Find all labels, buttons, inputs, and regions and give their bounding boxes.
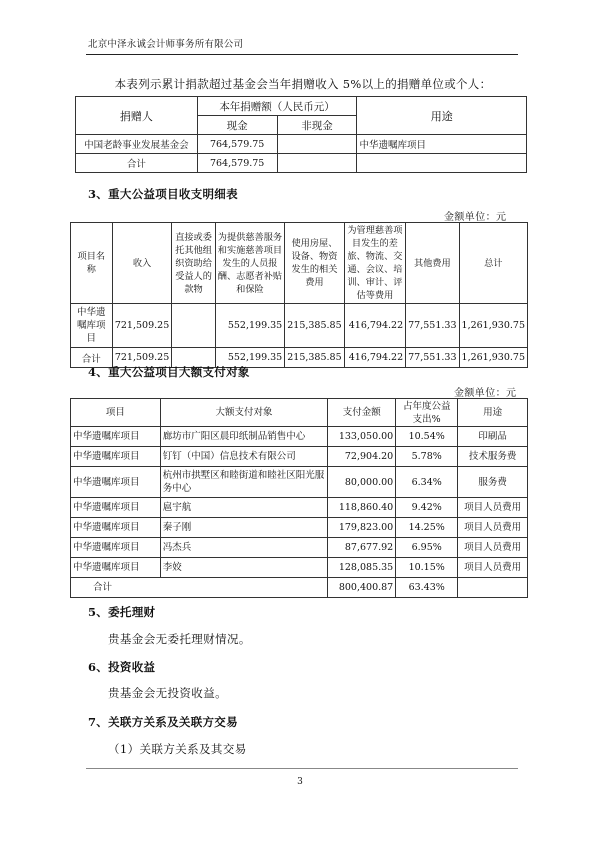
payee-percent: 6.34% <box>396 467 458 498</box>
project-income: 721,509.25 <box>112 348 172 368</box>
table-row <box>71 498 528 518</box>
project-name: 合计 <box>71 348 113 368</box>
payee-total-empty <box>458 578 528 598</box>
donor-name: 中国老龄事业发展基金会 <box>76 135 198 154</box>
project-other: 77,551.33 <box>406 348 459 368</box>
payee-total-amount: 800,400.87 <box>328 578 396 598</box>
project-name: 中华遗嘱库项目 <box>71 304 113 348</box>
header-noncash: 非现金 <box>277 116 357 135</box>
header-admin: 为管理慈善项目发生的差旅、物流、交通、会议、培训、审计、评估等费用 <box>344 223 406 304</box>
header-income: 收入 <box>112 223 172 304</box>
header-donor: 捐赠人 <box>76 97 198 135</box>
payee-purpose: 技术服务费 <box>458 447 528 467</box>
payee-percent: 14.25% <box>396 518 458 538</box>
payee-amount: 87,677.92 <box>328 538 396 558</box>
donor-cash: 764,579.75 <box>197 135 277 154</box>
payee-amount: 72,904.20 <box>328 447 396 467</box>
table-header-row <box>71 223 528 304</box>
table-row <box>71 518 528 538</box>
payee-name: 杭州市拱墅区和睦街道和睦社区阳光服务中心 <box>160 467 328 498</box>
payee-name: 李姣 <box>160 558 328 578</box>
donor-noncash <box>277 154 357 173</box>
project-total: 1,261,930.75 <box>459 304 528 348</box>
intro-text: 本表列示累计捐款超过基金会当年捐赠收入 5%以上的捐赠单位或个人： <box>114 77 492 91</box>
section-6-title: 6、投资收益 <box>88 660 156 674</box>
payee-amount: 133,050.00 <box>328 427 396 447</box>
donor-purpose: 中华遗嘱库项目 <box>357 135 527 154</box>
payee-project: 中华遗嘱库项目 <box>71 558 161 578</box>
header-percent: 占年度公益支出% <box>396 399 458 427</box>
payee-purpose: 项目人员费用 <box>458 558 528 578</box>
payee-purpose: 项目人员费用 <box>458 498 528 518</box>
section-5-title: 5、委托理财 <box>88 605 156 619</box>
project-income: 721,509.25 <box>112 304 172 348</box>
header-divider <box>86 54 518 55</box>
payee-percent: 10.54% <box>396 427 458 447</box>
header-project: 项目 <box>71 399 161 427</box>
project-total: 1,261,930.75 <box>459 348 528 368</box>
table-row <box>71 467 528 498</box>
project-grants <box>172 304 215 348</box>
project-personnel: 552,199.35 <box>215 304 285 348</box>
table-row <box>76 154 527 173</box>
table-header-row <box>76 97 527 116</box>
payee-project: 中华遗嘱库项目 <box>71 518 161 538</box>
payee-project: 中华遗嘱库项目 <box>71 447 161 467</box>
payee-name: 廊坊市广阳区晨印纸制品销售中心 <box>160 427 328 447</box>
section-3-title: 3、重大公益项目收支明细表 <box>88 187 238 201</box>
donor-table <box>75 96 527 173</box>
header-payee: 大额支付对象 <box>160 399 328 427</box>
page-number: 3 <box>297 777 303 787</box>
payee-total-label: 合计 <box>71 578 328 598</box>
table-row <box>76 135 527 154</box>
payee-project: 中华遗嘱库项目 <box>71 498 161 518</box>
payee-purpose: 印刷品 <box>458 427 528 447</box>
payee-percent: 5.78% <box>396 447 458 467</box>
payee-percent: 6.95% <box>396 538 458 558</box>
header-amount: 支付金额 <box>328 399 396 427</box>
donor-name: 合计 <box>76 154 198 173</box>
header-purpose: 用途 <box>357 97 527 135</box>
section-4-unit: 金额单位：元 <box>454 388 517 399</box>
header-project-name: 项目名称 <box>71 223 113 304</box>
section-7-title: 7、关联方关系及关联方交易 <box>88 715 238 729</box>
table-header-row <box>71 399 528 427</box>
project-table <box>70 222 528 368</box>
header-amount-group: 本年捐赠额（人民币元） <box>197 97 357 116</box>
header-total: 总计 <box>459 223 528 304</box>
table-row <box>71 447 528 467</box>
section-5-text: 贵基金会无委托理财情况。 <box>108 632 251 646</box>
payee-name: 秦子刚 <box>160 518 328 538</box>
table-row <box>71 538 528 558</box>
payee-name: 钉钉（中国）信息技术有限公司 <box>160 447 328 467</box>
payee-amount: 128,085.35 <box>328 558 396 578</box>
table-row <box>71 304 528 348</box>
payee-project: 中华遗嘱库项目 <box>71 538 161 558</box>
payee-purpose: 项目人员费用 <box>458 538 528 558</box>
payee-amount: 179,823.00 <box>328 518 396 538</box>
payee-purpose: 服务费 <box>458 467 528 498</box>
table-row <box>71 558 528 578</box>
header-cash: 现金 <box>197 116 277 135</box>
project-personnel: 552,199.35 <box>215 348 285 368</box>
footer-divider <box>86 768 518 769</box>
section-4-title: 4、重大公益项目大额支付对象 <box>88 365 250 379</box>
header-facility: 使用房屋、设备、物资发生的相关费用 <box>285 223 344 304</box>
donor-noncash <box>277 135 357 154</box>
payee-total-percent: 63.43% <box>396 578 458 598</box>
section-3-unit: 金额单位：元 <box>444 212 507 223</box>
header-purpose: 用途 <box>458 399 528 427</box>
header-personnel: 为提供慈善服务和实施慈善项目发生的人员报酬、志愿者补贴和保险 <box>215 223 285 304</box>
project-facility: 215,385.85 <box>285 348 344 368</box>
header-grants: 直接或委托其他组织资助给受益人的款物 <box>172 223 215 304</box>
payee-purpose: 项目人员费用 <box>458 518 528 538</box>
payee-project: 中华遗嘱库项目 <box>71 427 161 447</box>
donor-purpose <box>357 154 527 173</box>
project-other: 77,551.33 <box>406 304 459 348</box>
table-total-row <box>71 578 528 598</box>
payee-percent: 10.15% <box>396 558 458 578</box>
table-row <box>71 427 528 447</box>
project-admin: 416,794.22 <box>344 304 406 348</box>
payee-project: 中华遗嘱库项目 <box>71 467 161 498</box>
section-7-sub: （1）关联方关系及其交易 <box>108 742 247 756</box>
payee-name: 冯杰兵 <box>160 538 328 558</box>
payee-table <box>70 398 528 598</box>
project-admin: 416,794.22 <box>344 348 406 368</box>
project-facility: 215,385.85 <box>285 304 344 348</box>
payee-percent: 9.42% <box>396 498 458 518</box>
donor-cash: 764,579.75 <box>197 154 277 173</box>
payee-amount: 80,000.00 <box>328 467 396 498</box>
header-other: 其他费用 <box>406 223 459 304</box>
header-firm-name: 北京中泽永诚会计师事务所有限公司 <box>88 39 244 50</box>
section-6-text: 贵基金会无投资收益。 <box>108 686 227 700</box>
payee-name: 扈宇航 <box>160 498 328 518</box>
payee-amount: 118,860.40 <box>328 498 396 518</box>
